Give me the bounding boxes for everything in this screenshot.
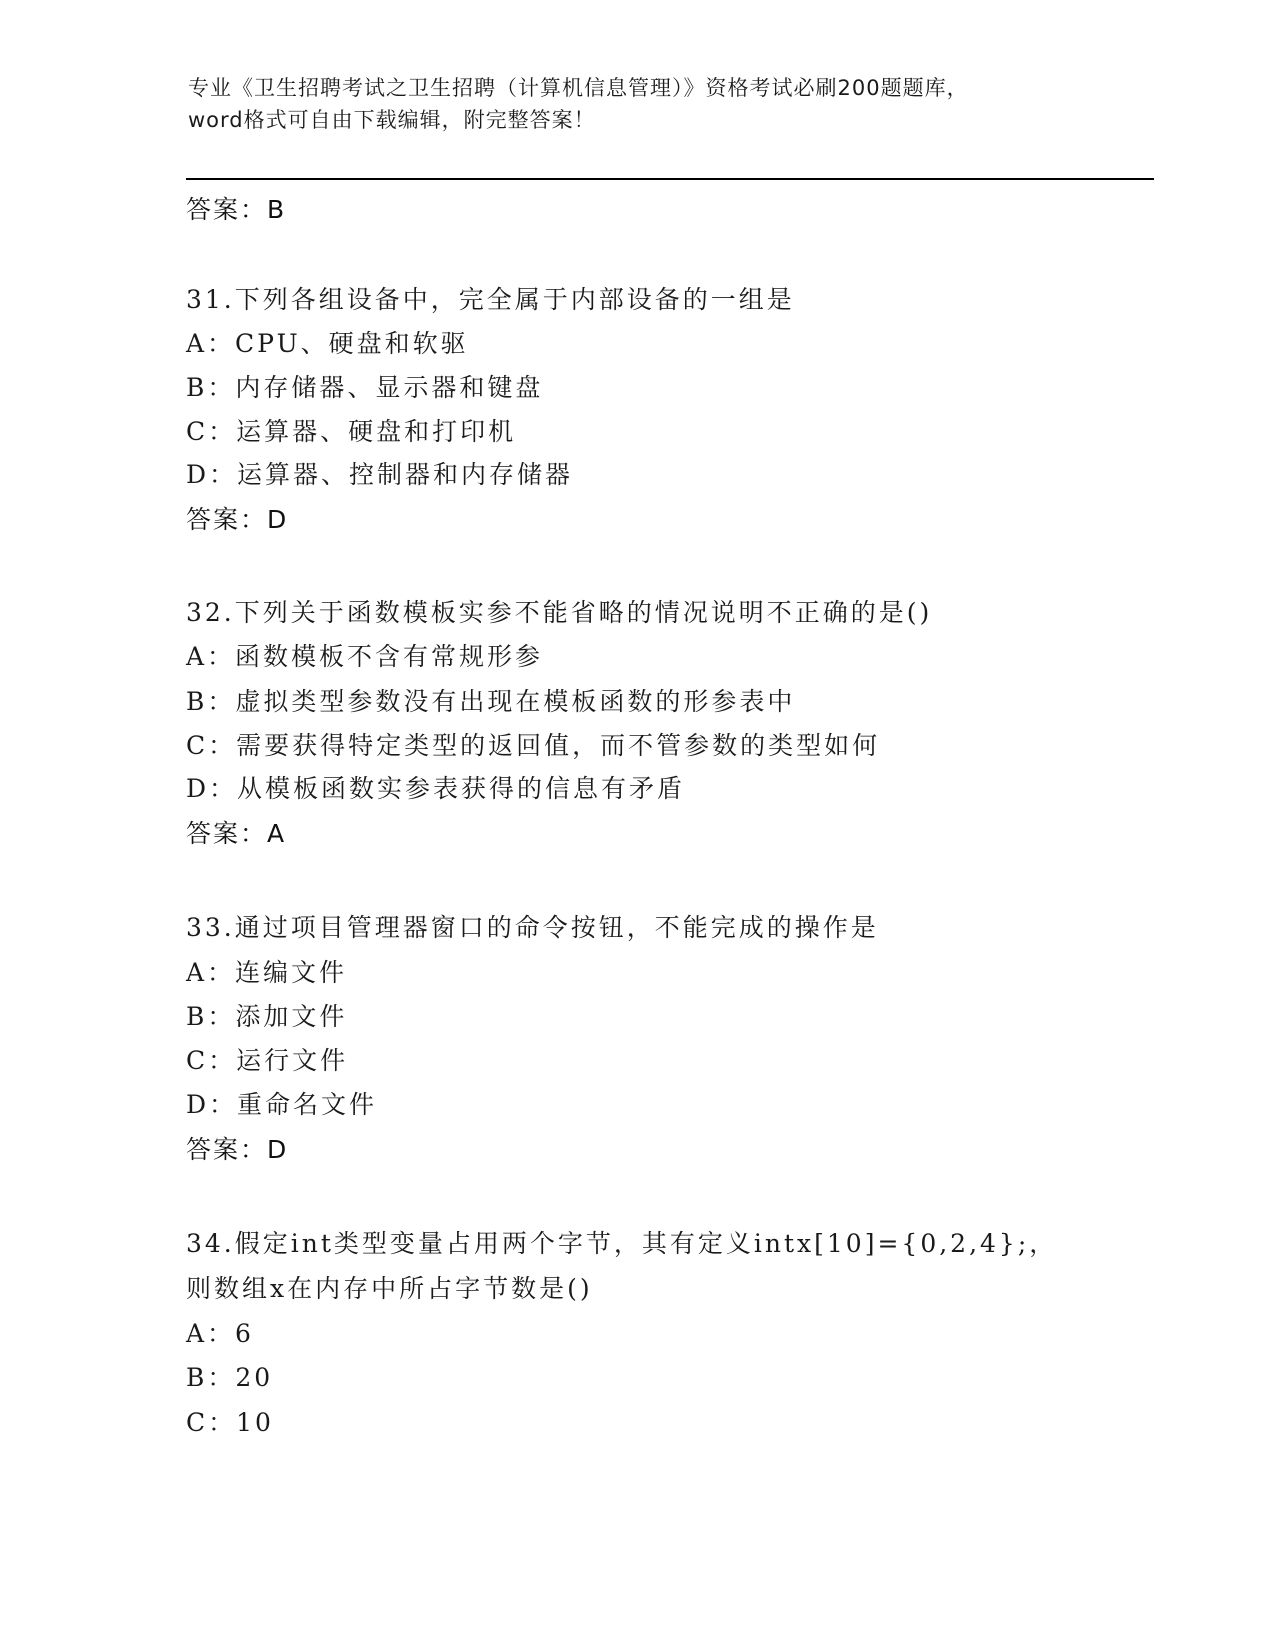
question-31-option-c: C：运算器、硬盘和打印机 bbox=[186, 417, 517, 446]
question-33-stem: 33.通过项目管理器窗口的命令按钮，不能完成的操作是 bbox=[186, 913, 879, 942]
question-34-option-b: B：20 bbox=[186, 1363, 274, 1392]
question-33-option-b: B：添加文件 bbox=[186, 1002, 348, 1031]
question-34-stem-line-2: 则数组x在内存中所占字节数是() bbox=[186, 1274, 593, 1303]
question-32-answer: 答案：A bbox=[186, 819, 287, 848]
question-32-option-a: A：函数模板不含有常规形参 bbox=[186, 642, 544, 671]
question-31-answer: 答案：D bbox=[186, 505, 289, 534]
question-33-option-c: C：运行文件 bbox=[186, 1046, 349, 1075]
header-line-2: word格式可自由下载编辑，附完整答案！ bbox=[188, 108, 596, 132]
header-line-1: 专业《卫生招聘考试之卫生招聘（计算机信息管理）》资格考试必刷200题题库， bbox=[188, 76, 969, 100]
question-32-option-b: B：虚拟类型参数没有出现在模板函数的形参表中 bbox=[186, 687, 796, 716]
document-header bbox=[188, 72, 1088, 136]
question-34-option-c: C：10 bbox=[186, 1408, 274, 1437]
question-33-option-a: A：连编文件 bbox=[186, 958, 348, 987]
previous-answer: 答案：B bbox=[186, 195, 287, 224]
question-31-option-d: D：运算器、控制器和内存储器 bbox=[186, 460, 574, 489]
question-32-option-c: C：需要获得特定类型的返回值，而不管参数的类型如何 bbox=[186, 731, 881, 760]
question-31-option-a: A：CPU、硬盘和软驱 bbox=[186, 329, 469, 358]
question-32-stem: 32.下列关于函数模板实参不能省略的情况说明不正确的是() bbox=[186, 598, 933, 627]
question-32-option-d: D：从模板函数实参表获得的信息有矛盾 bbox=[186, 774, 686, 803]
header-divider-gap bbox=[186, 180, 1154, 181]
question-34-option-a: A：6 bbox=[186, 1319, 254, 1348]
question-33-option-d: D：重命名文件 bbox=[186, 1090, 378, 1119]
question-33-answer: 答案：D bbox=[186, 1135, 289, 1164]
question-34-stem-line-1: 34.假定int类型变量占用两个字节，其有定义intx[10]={0,2,4};， bbox=[186, 1229, 1058, 1258]
question-31-stem: 31.下列各组设备中，完全属于内部设备的一组是 bbox=[186, 285, 795, 314]
question-31-option-b: B：内存储器、显示器和键盘 bbox=[186, 373, 544, 402]
